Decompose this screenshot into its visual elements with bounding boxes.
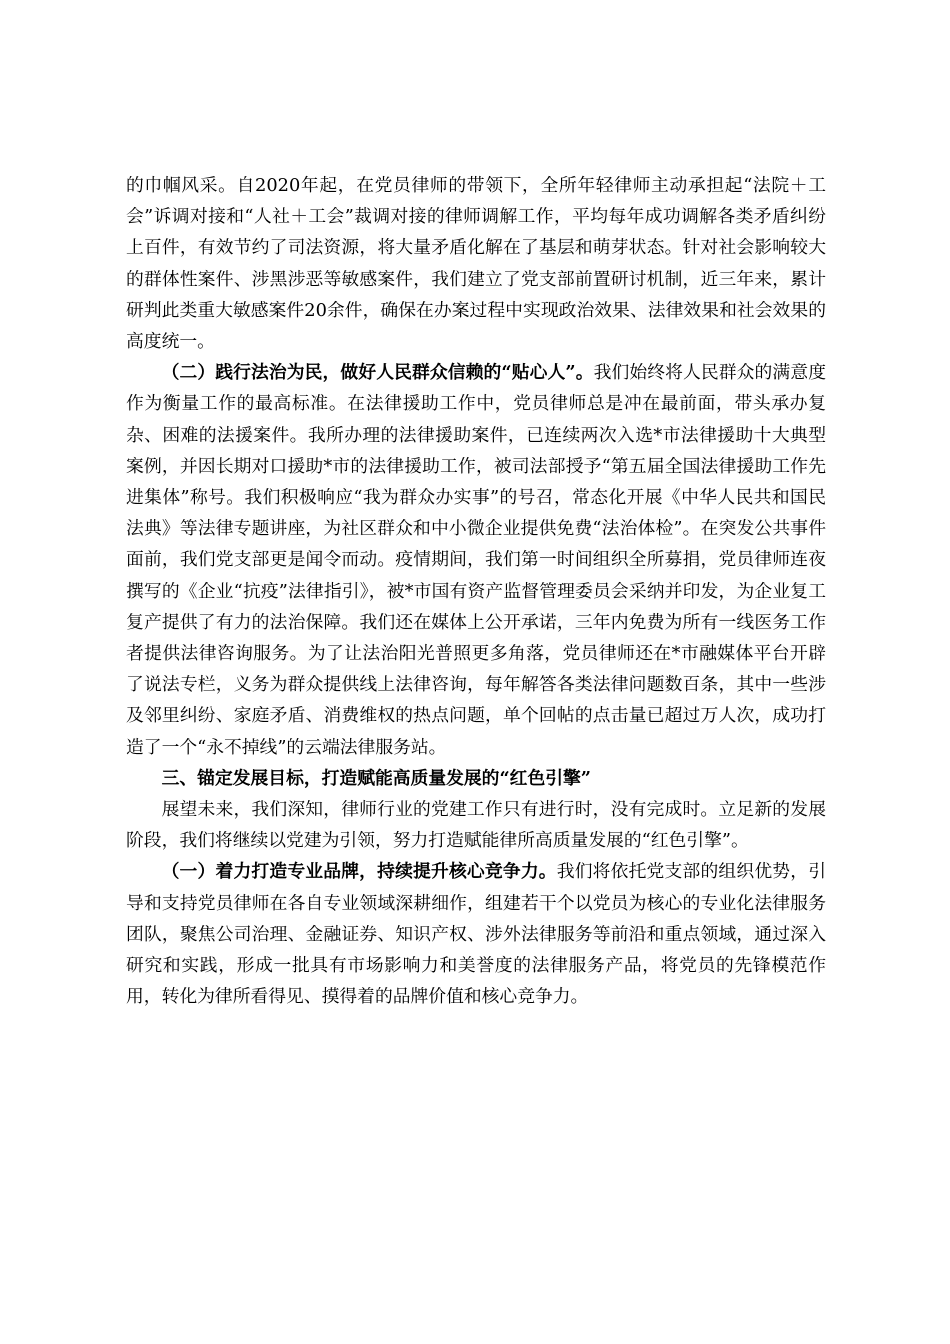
paragraph-continuation <box>126 170 826 357</box>
chapter-heading-text: 三、锚定发展目标，打造赋能高质量发展的“红色引擎” <box>161 767 592 789</box>
section-heading-inline: （一）着力打造专业品牌，持续提升核心竞争力。 <box>161 861 557 883</box>
paragraph-text: 我们将依托党支部的组织优势，引导和支持党员律师在各自专业领域深耕细作，组建若干个以党员为核心的专业化法律服务团队，聚焦公司治理、金融证券、知识产权、涉外法律服务等前沿和重点领域，通过深入研究和实践，形成一批具有市场影响力和美誉度的法律服务产品，将党员的先锋模范作用，转化为律所看得见、摸得着的品牌价值和核心竞争力。 <box>126 861 826 1008</box>
paragraph-text: 的巾帼风采。自2020年起，在党员律师的带领下，全所年轻律师主动承担起“法院＋工会”诉调对接和“人社＋工会”裁调对接的律师调解工作，平均每年成功调解各类矛盾纠纷上百件，有效节约了司法资源，将大量矛盾化解在了基层和萌芽状态。针对社会影响较大的群体性案件、涉黑涉恶等敏感案件，我们建立了党支部前置研讨机制，近三年来，累计研判此类重大敏感案件20余件，确保在办案过程中实现政治效果、法律效果和社会效果的高度统一。 <box>126 175 826 353</box>
document-page <box>126 170 826 1012</box>
paragraph-text: 展望未来，我们深知，律师行业的党建工作只有进行时，没有完成时。立足新的发展阶段，我们将继续以党建为引领，努力打造赋能律所高质量发展的“红色引擎”。 <box>126 799 826 852</box>
chapter-heading <box>126 763 826 794</box>
paragraph-text: 我们始终将人民群众的满意度作为衡量工作的最高标准。在法律援助工作中，党员律师总是冲在最前面，带头承办复杂、困难的法援案件。我所办理的法律援助案件，已连续两次入选*市法律援助十大典型案例，并因长期对口援助*市的法律援助工作，被司法部授予“第五届全国法律援助工作先进集体”称号。我们积极响应“我为群众办实事”的号召，常态化开展《中华人民共和国民法典》等法律专题讲座，为社区群众和中小微企业提供免费“法治体检”。在突发公共事件面前，我们党支部更是闻令而动。疫情期间，我们第一时间组织全所募捐，党员律师连夜撰写的《企业“抗疫”法律指引》，被*市国有资产监督管理委员会采纳并印发，为企业复工复产提供了有力的法治保障。我们还在媒体上公开承诺，三年内免费为所有一线医务工作者提供法律咨询服务。为了让法治阳光普照更多角落，党员律师还在*市融媒体平台开辟了说法专栏，义务为群众提供线上法律咨询，每年解答各类法律问题数百条，其中一些涉及邻里纠纷、家庭矛盾、消费维权的热点问题，单个回帖的点击量已超过万人次，成功打造了一个“永不掉线”的云端法律服务站。 <box>126 362 826 758</box>
paragraph-section-1 <box>126 856 826 1012</box>
paragraph-section-2 <box>126 357 826 763</box>
paragraph-outlook <box>126 794 826 856</box>
section-heading-inline: （二）践行法治为民，做好人民群众信赖的“贴心人”。 <box>161 362 594 384</box>
